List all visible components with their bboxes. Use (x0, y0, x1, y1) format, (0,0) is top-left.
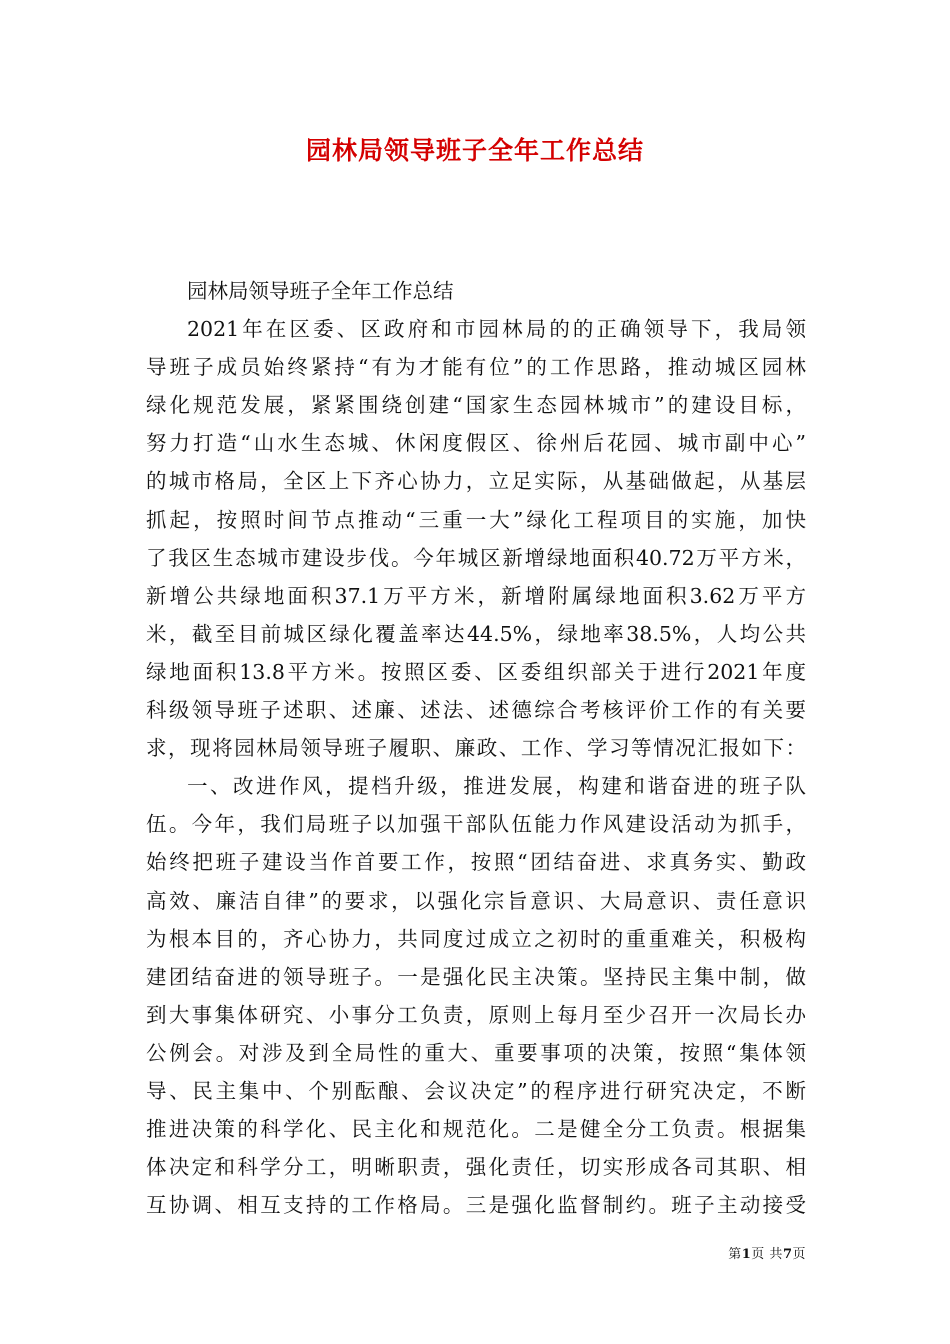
body-line: 米，截至目前城区绿化覆盖率达44.5%，绿地率38.5%，人均公共 (146, 621, 806, 646)
body-line: 的城市格局，全区上下齐心协力，立足实际，从基础做起，从基层 (146, 469, 806, 494)
body-line: 一、改进作风，提档升级，推进发展，构建和谐奋进的班子队 (187, 774, 806, 799)
page-footer (728, 1246, 806, 1264)
body-line: 推进决策的科学化、民主化和规范化。二是健全分工负责。根据集 (146, 1117, 806, 1142)
body-line: 高效、廉洁自律”的要求，以强化宗旨意识、大局意识、责任意识 (146, 888, 806, 913)
body-line: 求，现将园林局领导班子履职、廉政、工作、学习等情况汇报如下： (146, 736, 806, 761)
footer-total-pages: 7 (782, 1247, 793, 1262)
footer-current-page: 1 (741, 1247, 752, 1262)
body-line: 互协调、相互支持的工作格局。三是强化监督制约。班子主动接受 (146, 1193, 806, 1218)
body-line: 绿化规范发展，紧紧围绕创建“国家生态园林城市”的建设目标， (146, 393, 806, 418)
body-line: 努力打造“山水生态城、休闲度假区、徐州后花园、城市副中心” (146, 431, 806, 456)
body-line: 建团结奋进的领导班子。一是强化民主决策。坚持民主集中制，做 (146, 964, 806, 989)
body-line: 伍。今年，我们局班子以加强干部队伍能力作风建设活动为抓手， (146, 812, 806, 837)
body-line: 导班子成员始终紧持“有为才能有位”的工作思路，推动城区园林 (146, 355, 806, 380)
body-line: 园林局领导班子全年工作总结 (187, 279, 454, 303)
footer-middle: 页 共 (751, 1247, 783, 1262)
body-line: 抓起，按照时间节点推动“三重一大”绿化工程项目的实施，加快 (146, 507, 806, 532)
document-title: 园林局领导班子全年工作总结 (305, 136, 644, 165)
body-line: 科级领导班子述职、述廉、述法、述德综合考核评价工作的有关要 (146, 698, 806, 723)
body-line: 始终把班子建设当作首要工作，按照“团结奋进、求真务实、勤政 (146, 850, 806, 875)
document-body (146, 272, 806, 1224)
body-line: 体决定和科学分工，明晰职责，强化责任，切实形成各司其职、相 (146, 1155, 806, 1180)
footer-prefix: 第 (728, 1247, 742, 1262)
body-line: 绿地面积13.8平方米。按照区委、区委组织部关于进行2021年度 (146, 659, 806, 684)
body-line: 到大事集体研究、小事分工负责，原则上每月至少召开一次局长办 (146, 1002, 806, 1027)
body-line: 为根本目的，齐心协力，共同度过成立之初时的重重难关，积极构 (146, 926, 806, 951)
body-line: 导、民主集中、个别酝酿、会议决定”的程序进行研究决定，不断 (146, 1078, 806, 1103)
body-line: 2021年在区委、区政府和市园林局的的正确领导下，我局领 (187, 317, 806, 342)
body-line: 公例会。对涉及到全局性的重大、重要事项的决策，按照“集体领 (146, 1040, 806, 1065)
footer-suffix: 页 (792, 1247, 806, 1262)
body-line: 了我区生态城市建设步伐。今年城区新增绿地面积40.72万平方米， (146, 545, 806, 570)
body-line: 新增公共绿地面积37.1万平方米，新增附属绿地面积3.62万平方 (146, 583, 806, 608)
